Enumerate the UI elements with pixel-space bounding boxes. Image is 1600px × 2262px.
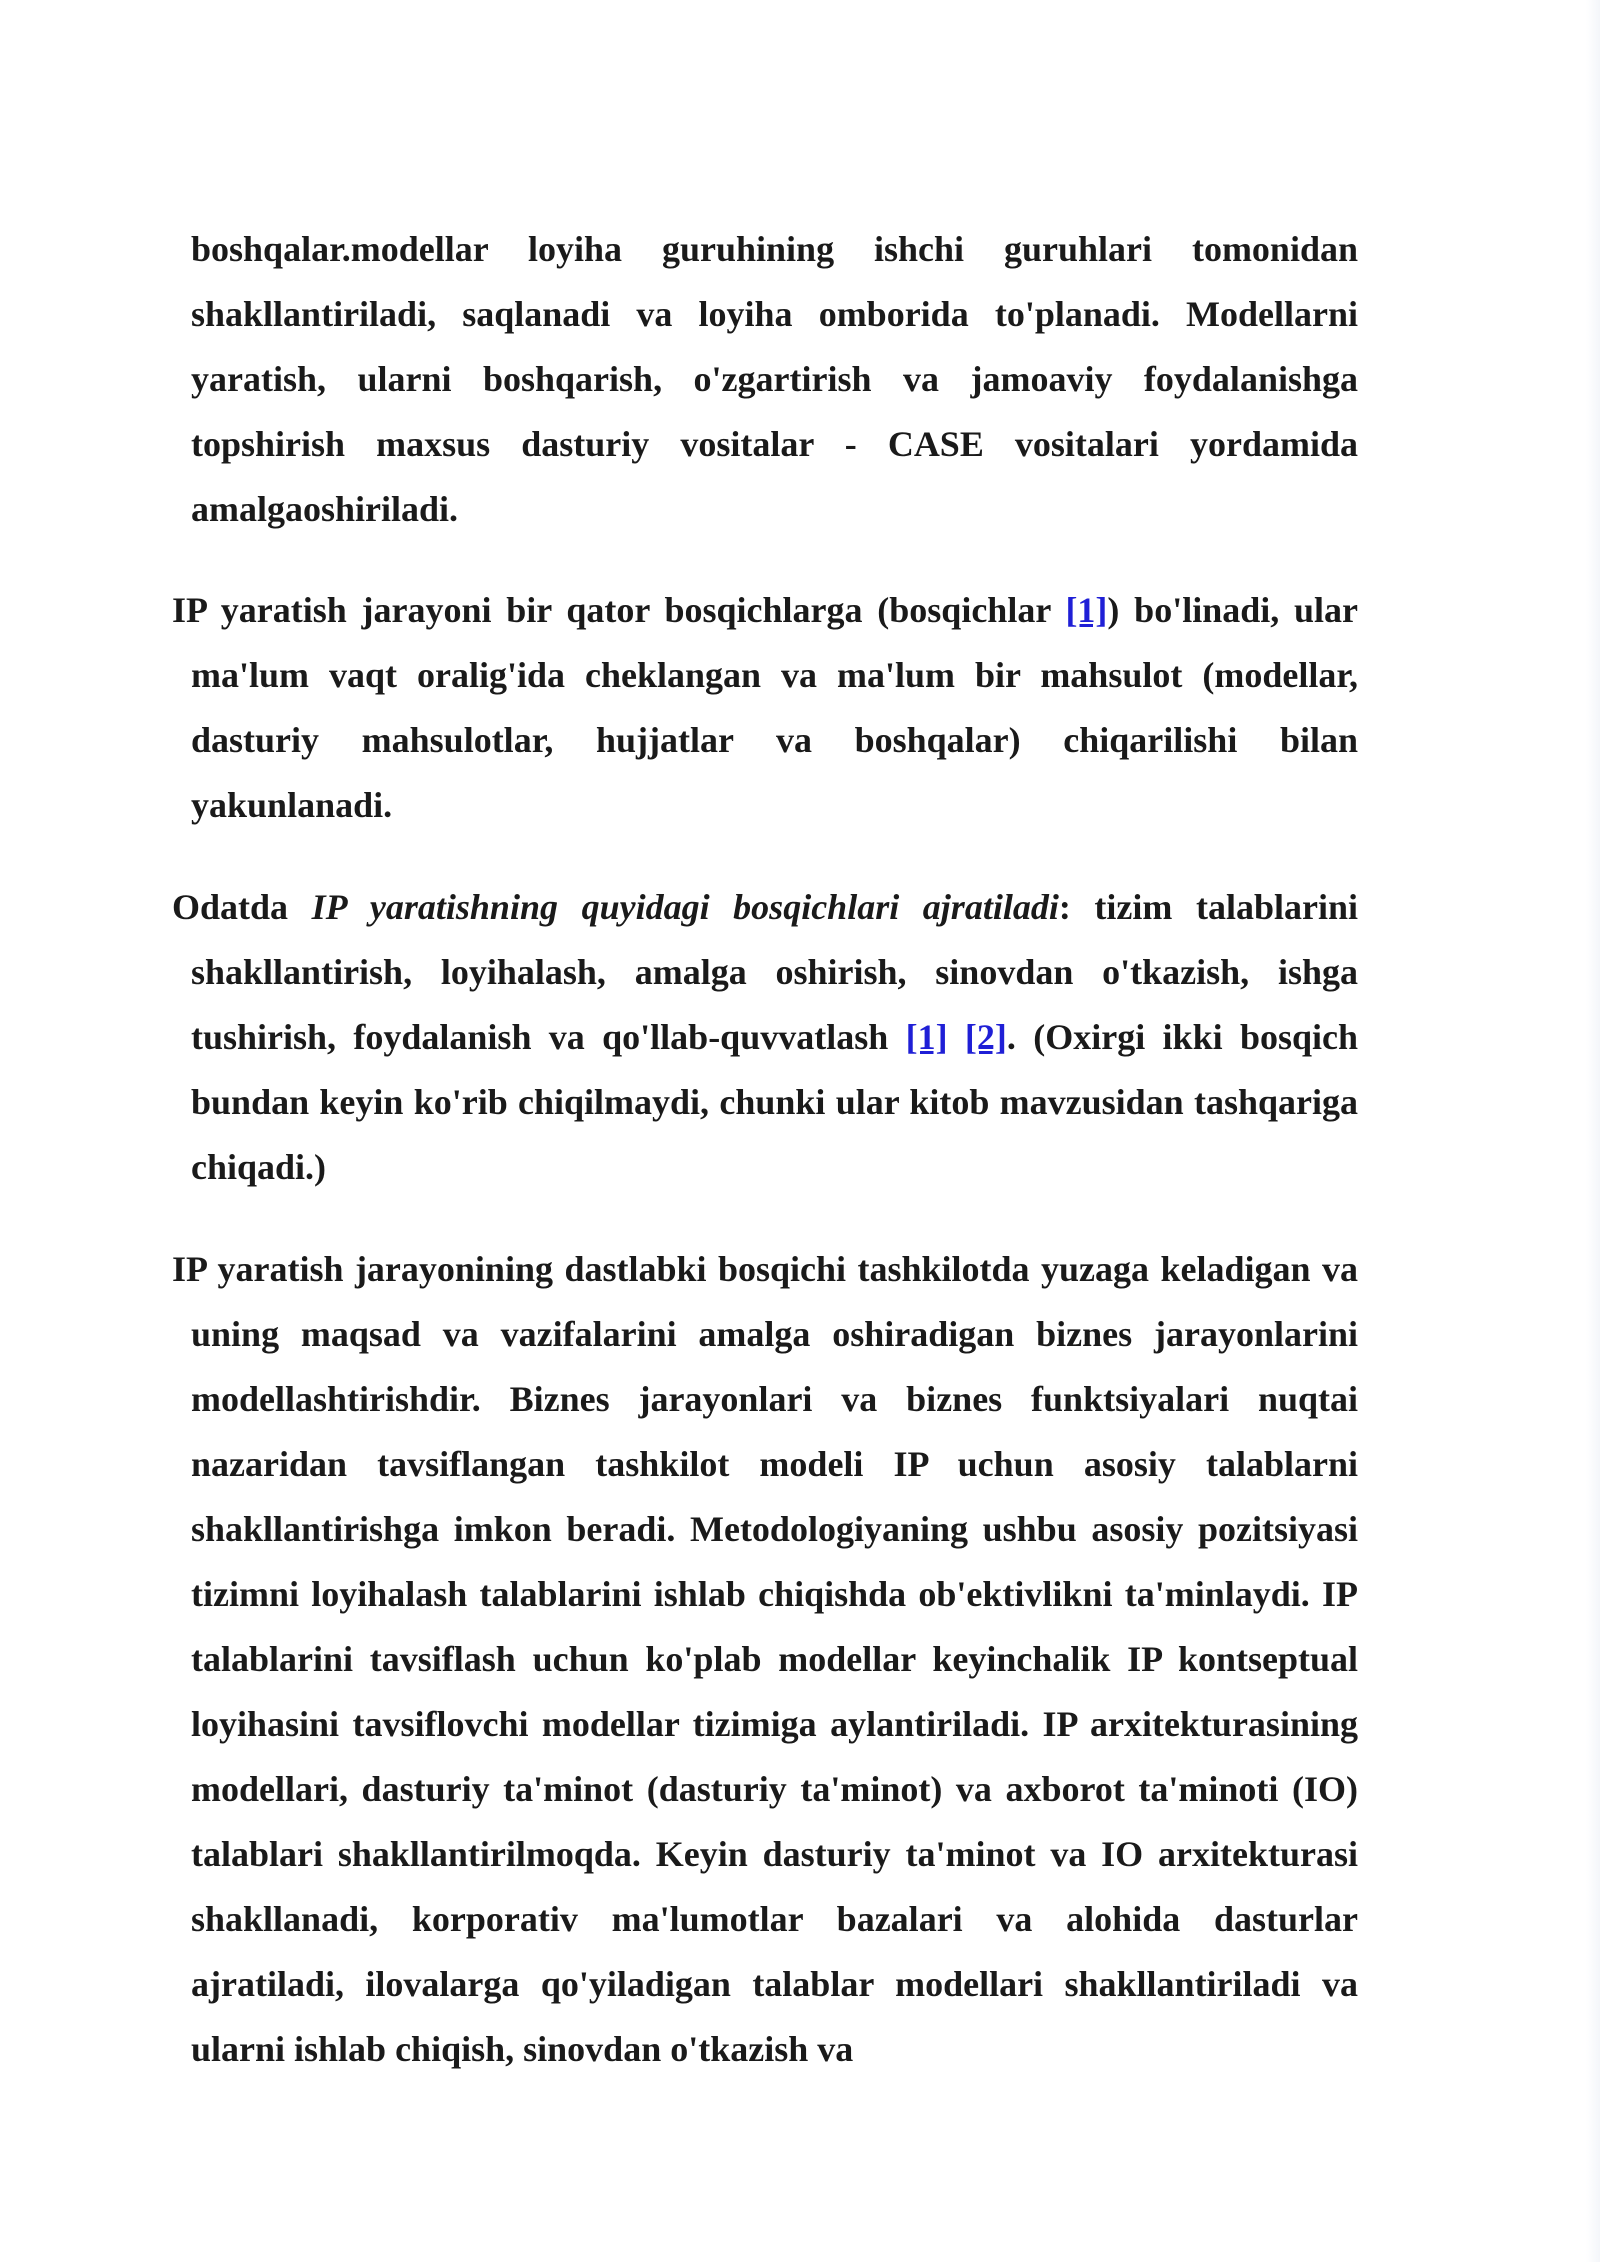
spacer xyxy=(948,1017,965,1057)
paragraph-text: : tizim talablarini shakllantirish, loyihalash, amalga oshirish, sinovdan o'tkazish, ishga tushirish, foydalanish va qo'llab-quvvatlash xyxy=(191,887,1358,1057)
paragraph-text: . (Oxirgi ikki bosqich bundan keyin ko'rib chiqilmaydi, chunki ular kitob mavzusidan tashqariga chiqadi.) xyxy=(191,1017,1358,1187)
paragraph-text: boshqalar.modellar loyiha guruhining ishchi guruhlari tomonidan shakllantiriladi, saqlanadi va loyiha omborida to'planadi. Modellarni yaratish, ularni boshqarish, o'zgartirish va jamoaviy foydalanishga topshirish maxsus dasturiy vositalar - CASE vositalari yordamida amalgaoshiriladi. xyxy=(191,229,1358,529)
paragraph-text: Odatda xyxy=(172,887,312,927)
paragraph-initial-stage xyxy=(172,1237,1358,2082)
italic-phrase: IP yaratishning quyidagi bosqichlari ajratiladi xyxy=(311,887,1059,927)
paragraph-stages-division xyxy=(172,578,1358,838)
reference-link-1[interactable]: [1] xyxy=(905,1017,948,1057)
reference-link-2[interactable]: [2] xyxy=(964,1017,1007,1057)
paragraph-text: IP yaratish jarayoni bir qator bosqichlarga (bosqichlar xyxy=(172,590,1066,630)
paragraph-text: IP yaratish jarayonining dastlabki bosqichi tashkilotda yuzaga keladigan va uning maqsad va vazifalarini amalga oshiradigan biznes jarayonlarini modellashtirishdir. Biznes jarayonlari va biznes funktsiyalari nuqtai nazaridan tavsiflangan tashkilot modeli IP uchun asosiy talablarni shakllantirishga imkon beradi. Metodologiyaning ushbu asosiy pozitsiyasi tizimni loyihalash talablarini ishlab chiqishda ob'ektivlikni ta'minlaydi. IP talablarini tavsiflash uchun ko'plab modellar keyinchalik IP kontseptual loyihasini tavsiflovchi modellar tizimiga aylantiriladi. IP arxitekturasining modellari, dasturiy ta'minot (dasturiy ta'minot) va axborot ta'minoti (IO) talablari shakllantirilmoqda. Keyin dasturiy ta'minot va IO arxitekturasi shakllanadi, korporativ ma'lumotlar bazalari va alohida dasturlar ajratiladi, ilovalarga qo'yiladigan talablar modellari shakllantiriladi va ularni ishlab chiqish, sinovdan o'tkazish va xyxy=(172,1249,1358,2069)
paragraph-models-storage xyxy=(172,217,1358,542)
paragraph-text: ) bo'linadi, ular ma'lum vaqt oralig'ida cheklangan va ma'lum bir mahsulot (modellar, dasturiy mahsulotlar, hujjatlar va boshqalar) chiqarilishi bilan yakunlanadi. xyxy=(191,590,1359,825)
reference-link-1[interactable]: [1] xyxy=(1065,590,1108,630)
paragraph-stages-list xyxy=(172,875,1358,1200)
page-edge-shadow xyxy=(1586,0,1600,2262)
